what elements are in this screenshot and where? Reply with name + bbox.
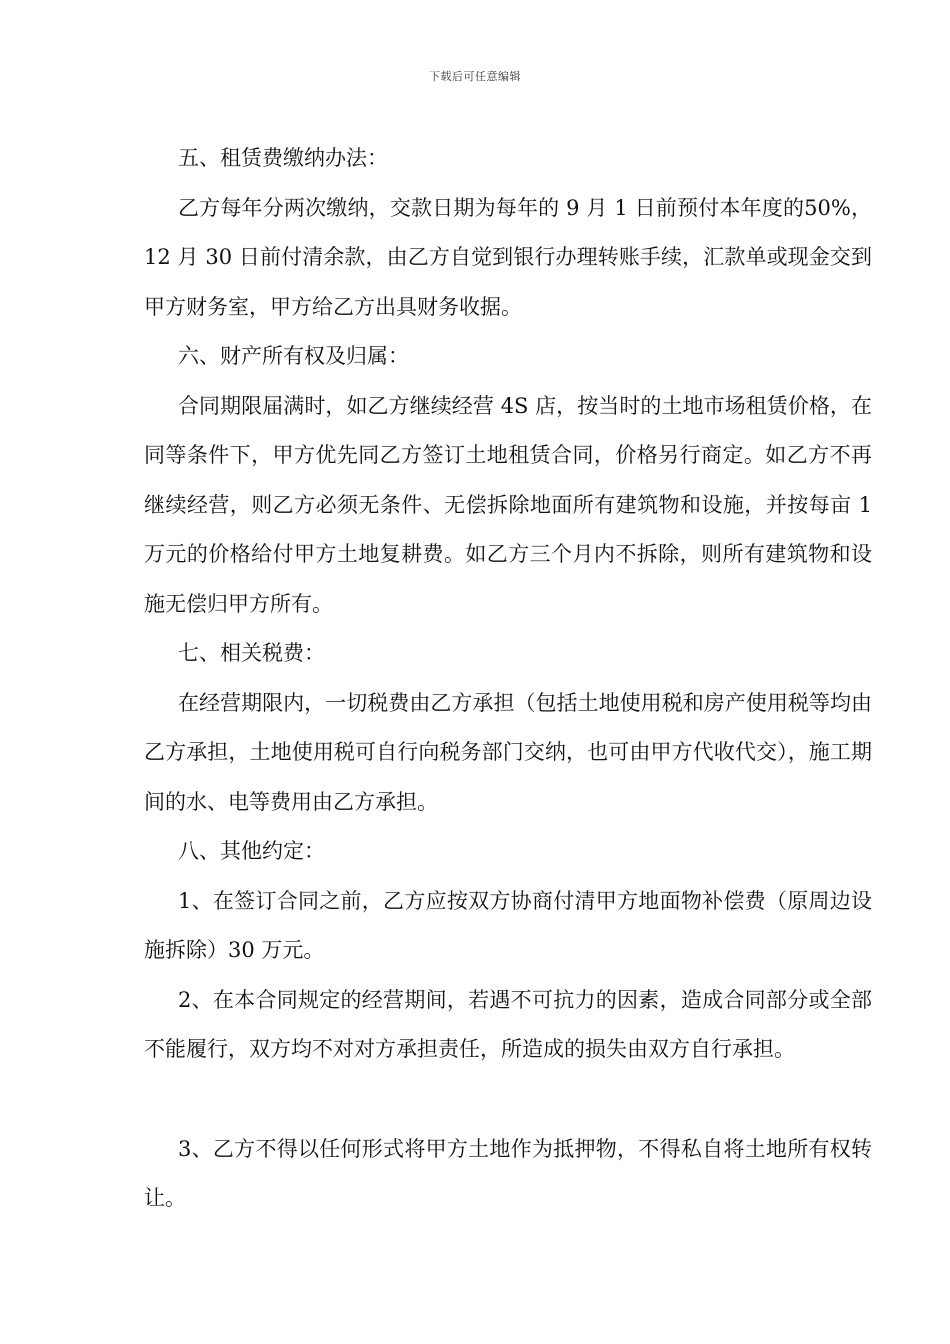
paragraph-spacer <box>144 1075 872 1125</box>
document-body <box>144 134 872 1224</box>
paragraph-other-term-2: 2、在本合同规定的经营期间，若遇不可抗力的因素，造成合同部分或全部不能履行，双方均不对对方承担责任，所造成的损失由双方自行承担。 <box>144 987 872 1061</box>
paragraph-taxes: 在经营期限内，一切税费由乙方承担（包括土地使用税和房产使用税等均由乙方承担，土地使用税可自行向税务部门交纳，也可由甲方代收代交），施工期间的水、电等费用由乙方承担。 <box>144 690 872 814</box>
paragraph-other-term-3: 3、乙方不得以任何形式将甲方土地作为抵押物，不得私自将土地所有权转让。 <box>144 1136 872 1210</box>
section-heading-taxes: 七、相关税费： <box>178 641 325 665</box>
paragraph-property-ownership: 合同期限届满时，如乙方继续经营 4S 店，按当时的土地市场租赁价格，在同等条件下，甲方优先同乙方签订土地租赁合同，价格另行商定。如乙方不再继续经营，则乙方必须无条件、无偿拆除地面所有建筑物和设施，并按每亩 1 万元的价格给付甲方土地复耕费。如乙方三个月内不拆除，则所有建筑物和设施无偿归甲方所有。 <box>144 393 872 616</box>
paragraph-rent-payment: 乙方每年分两次缴纳，交款日期为每年的 9 月 1 日前预付本年度的50%，12 月 30 日前付清余款，由乙方自觉到银行办理转账手续，汇款单或现金交到甲方财务室，甲方给乙方出具财务收据。 <box>144 195 872 319</box>
section-heading-other-terms: 八、其他约定： <box>178 839 325 863</box>
section-heading-rent-payment: 五、租赁费缴纳办法： <box>178 146 388 170</box>
header-note: 下载后可任意编辑 <box>429 70 521 83</box>
section-heading-property-ownership: 六、财产所有权及归属： <box>178 344 409 368</box>
paragraph-other-term-1: 1、在签订合同之前，乙方应按双方协商付清甲方地面物补偿费（原周边设施拆除）30 万元。 <box>144 888 872 962</box>
